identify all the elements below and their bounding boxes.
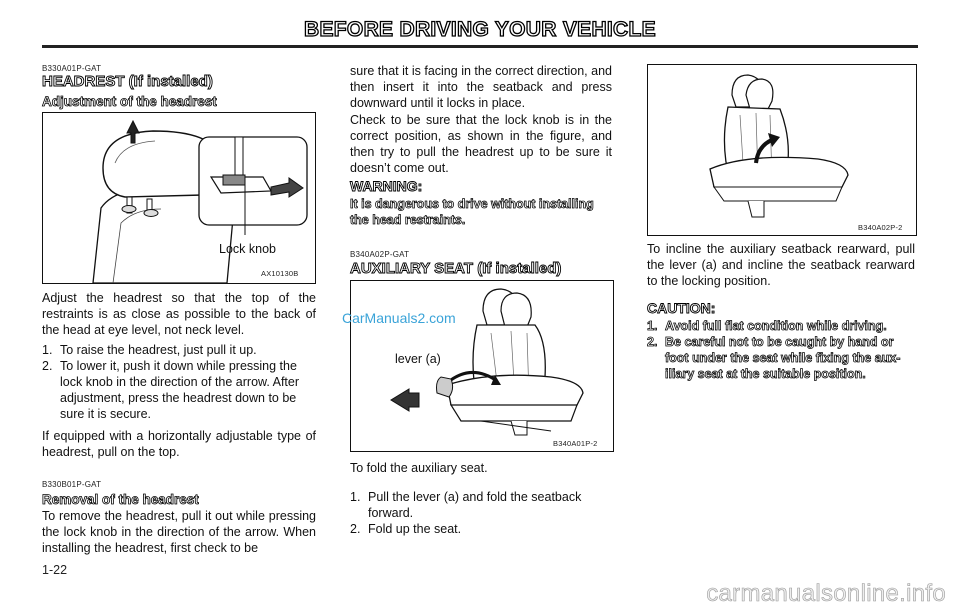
figure-caption: AX10130B [261, 269, 299, 278]
section-code: B330A01P-GAT [42, 64, 102, 73]
caution-text: Avoid full flat condition while driving. [665, 319, 887, 333]
caution-title: CAUTION: [647, 300, 716, 316]
step-item [350, 521, 612, 537]
removal-para: To remove the headrest, pull it out while pressing the lock knob in the direction of the arrow. When installing the headrest, first check to be [42, 509, 316, 555]
incline-seat-illustration [648, 65, 916, 235]
caution-number: 2. [647, 335, 658, 349]
step-item [42, 358, 316, 422]
section-heading: AUXILIARY SEAT (If installed) [350, 260, 562, 277]
step-item [350, 489, 612, 521]
section-heading: HEADREST (If installed) [42, 73, 213, 90]
step-text: To lower it, push it down while pressing the lock knob in the direction of the arrow. After adjustment, press the headrest down to be sure it is secure. [60, 359, 300, 421]
caution-item [647, 334, 915, 382]
auxiliary-seat-figure [350, 280, 614, 452]
incline-seat-figure [647, 64, 917, 236]
fold-steps [350, 489, 612, 537]
section-code: B330B01P-GAT [42, 480, 102, 489]
step-number: 2. [42, 359, 53, 373]
headrest-illustration [43, 113, 315, 283]
headrest-steps [42, 342, 316, 422]
headrest-figure [42, 112, 316, 284]
headrest-para-2: If equipped with a horizontally adjustable type of headrest, pull on the top. [42, 429, 316, 459]
fold-seat-para: To fold the auxiliary seat. [350, 461, 488, 475]
lever-label: lever (a) [395, 352, 441, 366]
caution-item [647, 318, 915, 334]
headrest-continued-para: sure that it is facing in the correct direction, and then insert it into the seatback and press downward until it locks in place. [350, 64, 612, 110]
step-item [42, 342, 316, 358]
step-text: Fold up the seat. [368, 522, 462, 536]
section-subheading: Removal of the headrest [42, 492, 199, 507]
figure-caption: B340A02P-2 [858, 223, 903, 232]
page-number: 1-22 [42, 563, 68, 577]
warning-text: It is dangerous to drive without installing the head restraints. [350, 197, 594, 227]
caution-list [647, 318, 915, 382]
header-rule [42, 45, 918, 48]
footer-watermark: carmanualsonline.info [706, 580, 946, 607]
lock-knob-label: Lock knob [219, 242, 276, 256]
caution-number: 1. [647, 319, 658, 333]
headrest-para-1: Adjust the headrest so that the top of the restraints is as close as possible to the back of the head at eye level, not neck level. [42, 291, 316, 337]
step-number: 1. [42, 343, 53, 357]
section-code: B340A02P-GAT [350, 250, 410, 259]
step-number: 2. [350, 522, 361, 536]
site-watermark: CarManuals2.com [342, 310, 456, 326]
incline-para: To incline the auxiliary seatback rearward, pull the lever (a) and incline the seatback rearward to the locking position. [647, 242, 915, 288]
step-number: 1. [350, 490, 361, 504]
figure-caption: B340A01P-2 [553, 439, 598, 448]
step-text: Pull the lever (a) and fold the seatback forward. [368, 490, 582, 520]
section-subheading: Adjustment of the headrest [42, 94, 217, 109]
step-text: To raise the headrest, just pull it up. [60, 343, 257, 357]
headrest-check-para: Check to be sure that the lock knob is in the correct position, as shown in the figure, and then try to pull the headrest up to be sure it doesn’t come out. [350, 113, 612, 175]
caution-text: Be careful not to be caught by hand or foot under the seat while fixing the aux-iliary seat at the suitable position. [665, 335, 901, 381]
auxiliary-seat-illustration [351, 281, 613, 451]
warning-title: WARNING: [350, 178, 423, 194]
page-header-title: BEFORE DRIVING YOUR VEHICLE [304, 18, 656, 41]
